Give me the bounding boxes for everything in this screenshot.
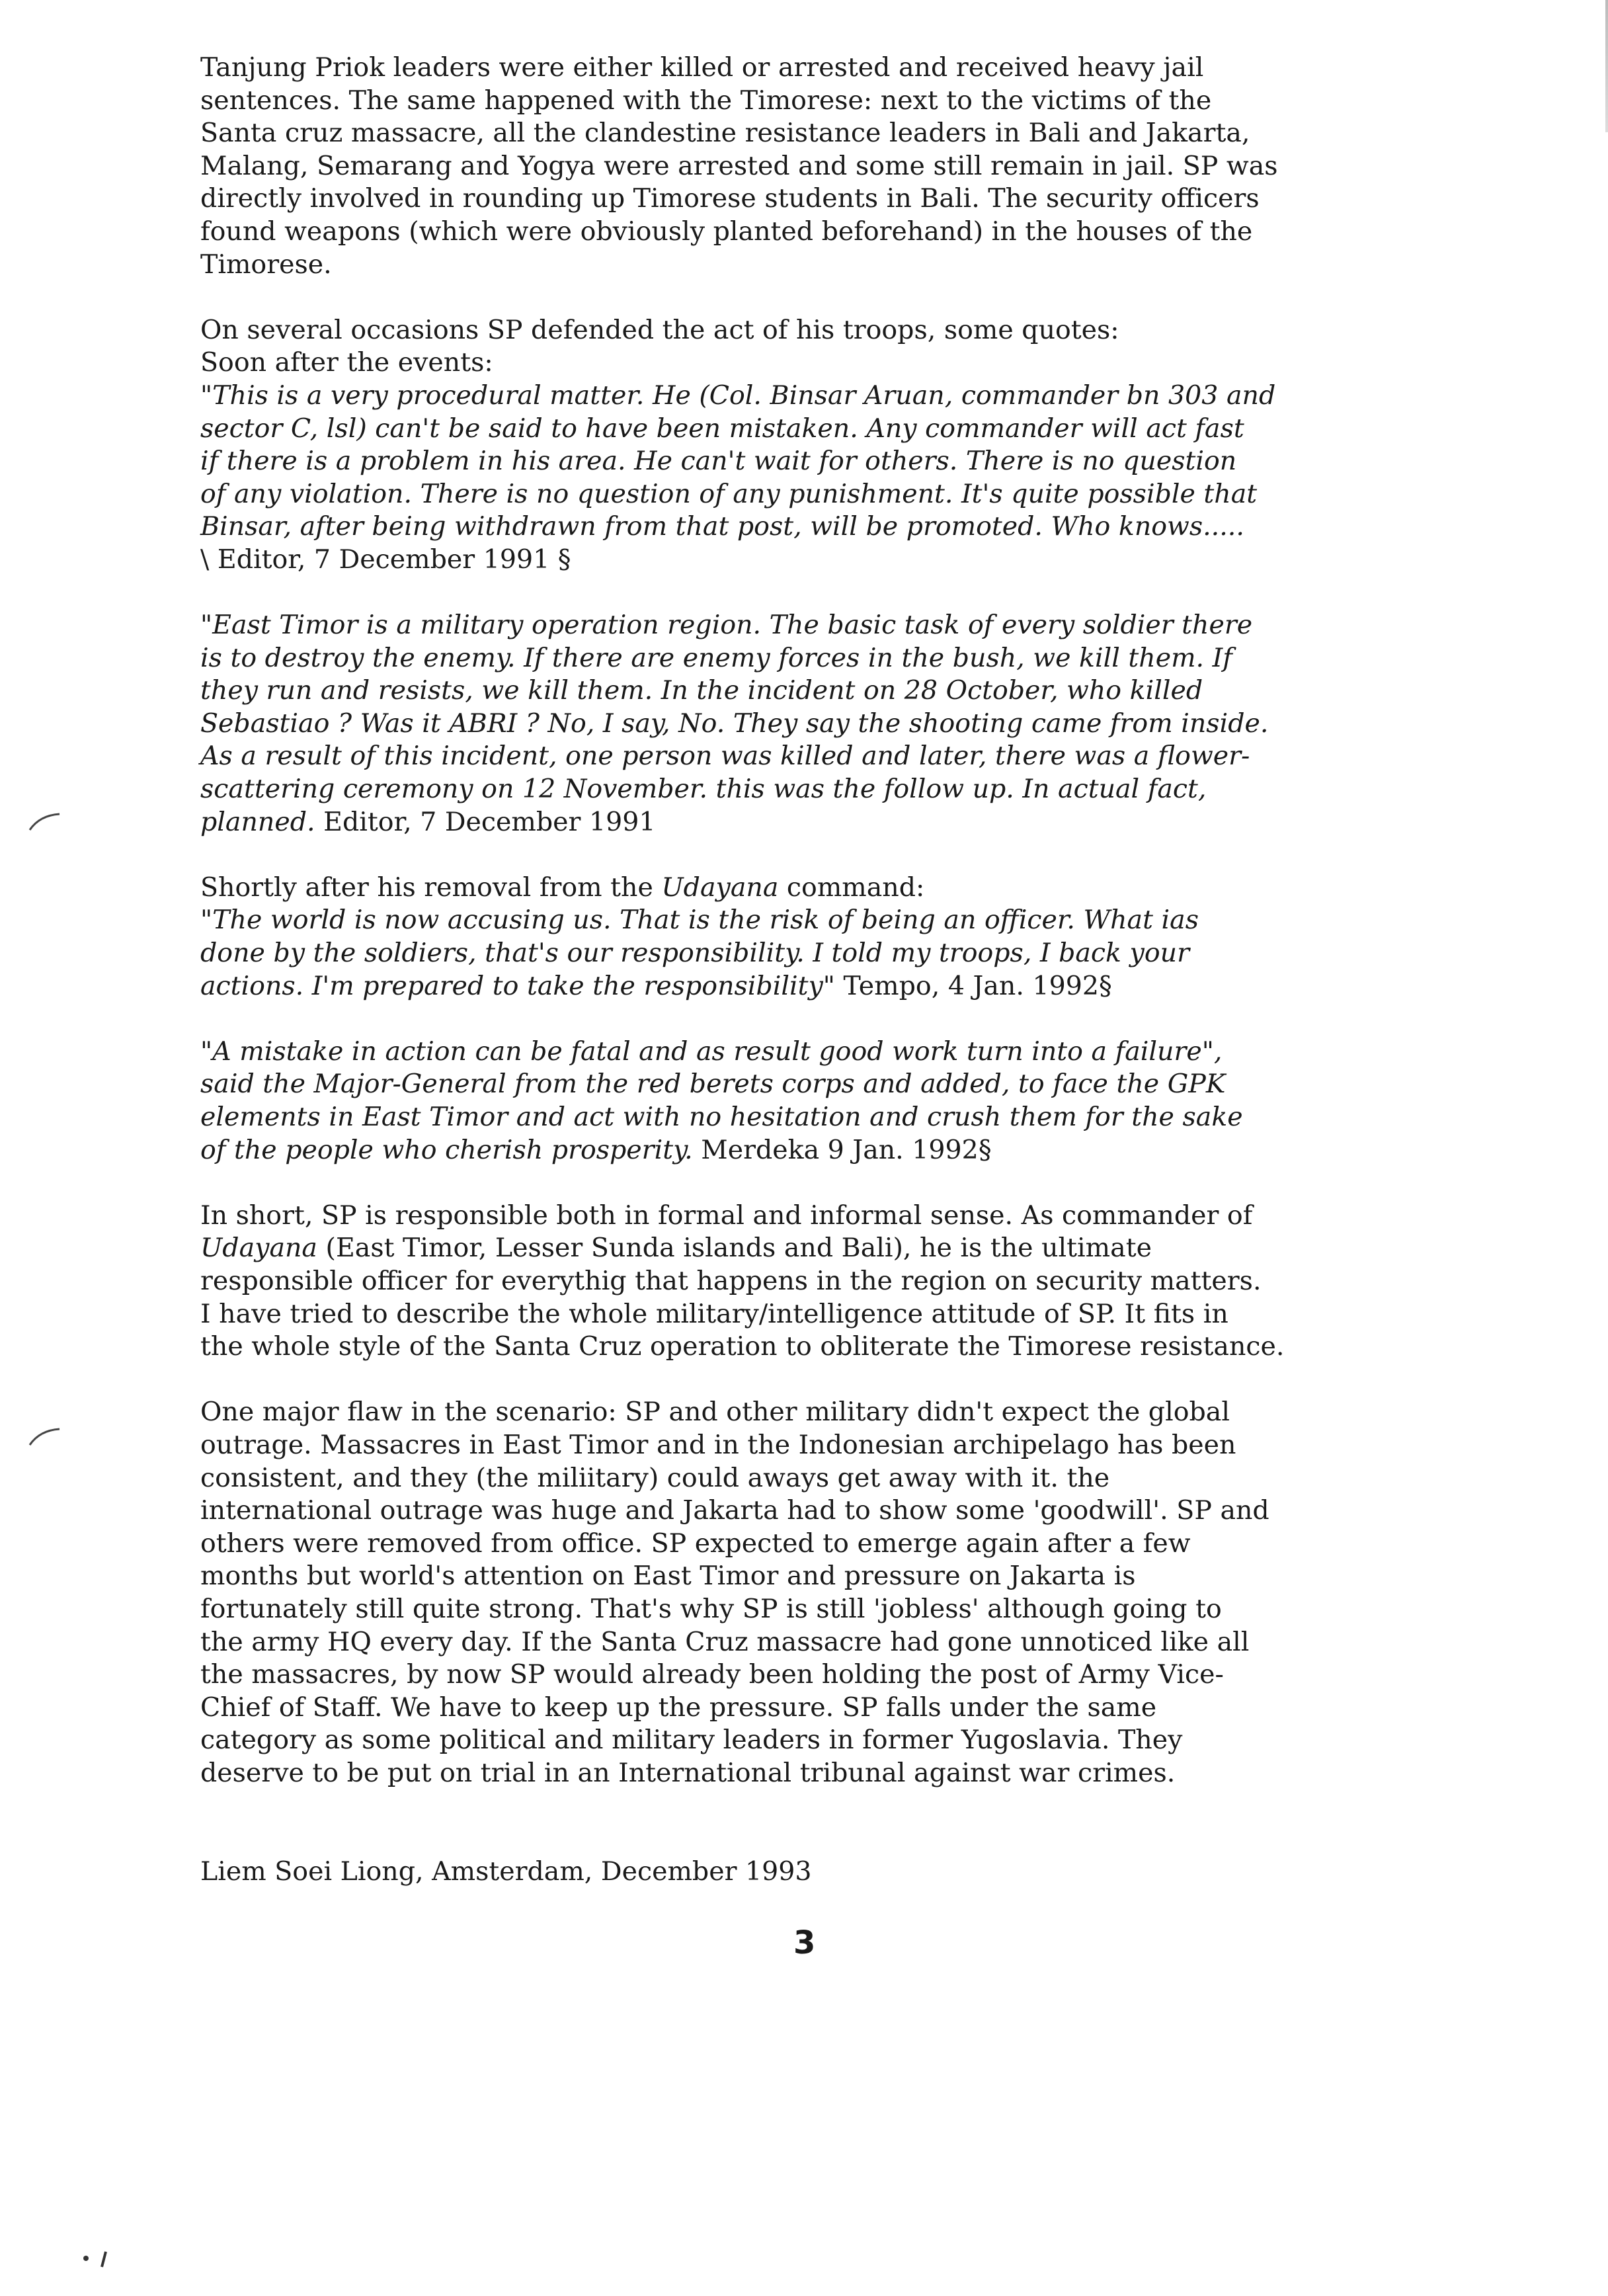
- quote-line: "The world is now accusing us. That is the risk of being an officer. What ias: [200, 905, 1199, 936]
- quote-text: actions. I'm prepared to take the responsibility": [200, 970, 835, 1001]
- margin-mark-icon: [26, 1425, 66, 1452]
- quote-line: As a result of this incident, one person was killed and later, there was a flower-: [200, 741, 1250, 772]
- text-line: the massacres, by now SP would already been holding the post of Army Vice-: [200, 1659, 1224, 1690]
- document-body: [200, 52, 1440, 1789]
- text-line: I have tried to describe the whole military/intelligence attitude of SP. It fits in: [200, 1298, 1228, 1329]
- text-line: directly involved in rounding up Timorese students in Bali. The security officers: [200, 183, 1260, 214]
- text-line: Malang, Semarang and Yogya were arrested and some still remain in jail. SP was: [200, 150, 1278, 181]
- text-line: Santa cruz massacre, all the clandestine resistance leaders in Bali and Jakarta,: [200, 118, 1250, 149]
- text-line: months but world's attention on East Timor and pressure on Jakarta is: [200, 1561, 1136, 1592]
- text-line: sentences. The same happened with the Timorese: next to the victims of the: [200, 85, 1212, 116]
- text-line: Tanjung Priok leaders were either killed or arrested and received heavy jail: [200, 52, 1204, 83]
- text-line: deserve to be put on trial in an International tribunal against war crimes.: [200, 1757, 1176, 1788]
- quote-line: sector C, lsl) can't be said to have been mistaken. Any commander will act fast: [200, 413, 1244, 444]
- quote-text: of the people who cherish prosperity.: [200, 1134, 693, 1165]
- quote-line: if there is a problem in his area. He can't wait for others. There is no question: [200, 446, 1237, 477]
- text-line: In short, SP is responsible both in formal and informal sense. As commander of: [200, 1200, 1253, 1231]
- quote-line: Binsar, after being withdrawn from that post, will be promoted. Who knows.....: [200, 511, 1244, 542]
- intro-text: Shortly after his removal from the: [200, 872, 662, 903]
- quote-text: planned.: [200, 806, 315, 837]
- quote-line: is to destroy the enemy. If there are enemy forces in the bush, we kill them. If: [200, 642, 1232, 673]
- text-line: outrage. Massacres in East Timor and in the Indonesian archipelago has been: [200, 1429, 1236, 1460]
- margin-mark-icon: [26, 810, 66, 837]
- quote-line: of any violation. There is no question of any punishment. It's quite possible that: [200, 478, 1258, 509]
- quote-line: elements in East Timor and act with no hesitation and crush them for the sake: [200, 1102, 1243, 1132]
- author-signature: Liem Soei Liong, Amsterdam, December 1993: [200, 1856, 812, 1887]
- udayana-italic: Udayana: [661, 872, 779, 903]
- corner-mark-icon: [79, 2242, 119, 2268]
- quote-line: "This is a very procedural matter. He (Col. Binsar Aruan, commander bn 303 and: [200, 380, 1276, 411]
- text-line: [200, 872, 1440, 905]
- quote-line: said the Major-General from the red berets corps and added, to face the GPK: [200, 1069, 1226, 1100]
- quote-line: "East Timor is a military operation region. The basic task of every soldier there: [200, 610, 1253, 641]
- text-line: fortunately still quite strong. That's why SP is still 'jobless' although going to: [200, 1593, 1222, 1624]
- quote-line: they run and resists, we kill them. In the incident on 28 October, who killed: [200, 675, 1203, 706]
- text-rest: (East Timor, Lesser Sunda islands and Bali), he is the ultimate: [317, 1233, 1152, 1264]
- page-number: 3: [793, 1924, 816, 1961]
- quote-source: Tempo, 4 Jan. 1992§: [843, 970, 1112, 1001]
- text-line: Timorese.: [200, 249, 332, 280]
- text-line: Soon after the events:: [200, 347, 493, 378]
- paragraph-udayana-removal: [200, 872, 1440, 1003]
- quote-source: Merdeka 9 Jan. 1992§: [701, 1134, 992, 1165]
- text-line: international outrage was huge and Jakarta had to show some 'goodwill'. SP and: [200, 1495, 1269, 1526]
- text-line: consistent, and they (the miliitary) could aways get away with it. the: [200, 1462, 1110, 1493]
- text-line: responsible officer for everythig that happens in the region on security matters.: [200, 1265, 1262, 1296]
- paragraph-quotes-intro: [200, 314, 1440, 577]
- text-line: the whole style of the Santa Cruz operation to obliterate the Timorese resistance.: [200, 1331, 1285, 1362]
- text-line: others were removed from office. SP expected to emerge again after a few: [200, 1528, 1191, 1559]
- paragraph-tanjung-priok: [200, 52, 1440, 281]
- text-line: the army HQ every day. If the Santa Cruz massacre had gone unnoticed like all: [200, 1626, 1250, 1657]
- paragraph-in-short: [200, 1200, 1440, 1364]
- text-line: Chief of Staff. We have to keep up the pressure. SP falls under the same: [200, 1692, 1157, 1723]
- paragraph-major-general-quote: [200, 1036, 1440, 1167]
- text-line: [200, 1232, 1440, 1265]
- quote-source: \ Editor, 7 December 1991 §: [200, 544, 571, 575]
- quote-source: Editor, 7 December 1991: [315, 806, 656, 837]
- intro-end: command:: [778, 872, 925, 903]
- quote-last-line: [200, 1134, 1440, 1167]
- paragraph-military-region-quote: [200, 609, 1440, 839]
- text-line: category as some political and military leaders in former Yugoslavia. They: [200, 1725, 1183, 1756]
- paragraph-major-flaw: [200, 1396, 1440, 1789]
- quote-line: "A mistake in action can be fatal and as result good work turn into a failure",: [200, 1036, 1223, 1067]
- quote-last-line: [200, 970, 1440, 1003]
- text-line: found weapons (which were obviously planted beforehand) in the houses of the: [200, 216, 1253, 247]
- text-line: One major flaw in the scenario: SP and other military didn't expect the global: [200, 1397, 1230, 1428]
- quote-line: Sebastiao ? Was it ABRI ? No, I say, No. They say the shooting came from inside.: [200, 708, 1269, 739]
- quote-line: done by the soldiers, that's our responsibility. I told my troops, I back your: [200, 938, 1189, 969]
- page-edge-shadow: [1605, 0, 1608, 132]
- udayana-italic: Udayana: [200, 1233, 317, 1264]
- quote-line: scattering ceremony on 12 November. this was the follow up. In actual fact,: [200, 774, 1207, 805]
- text-line: On several occasions SP defended the act of his troops, some quotes:: [200, 314, 1119, 345]
- quote-last-line: [200, 806, 1440, 839]
